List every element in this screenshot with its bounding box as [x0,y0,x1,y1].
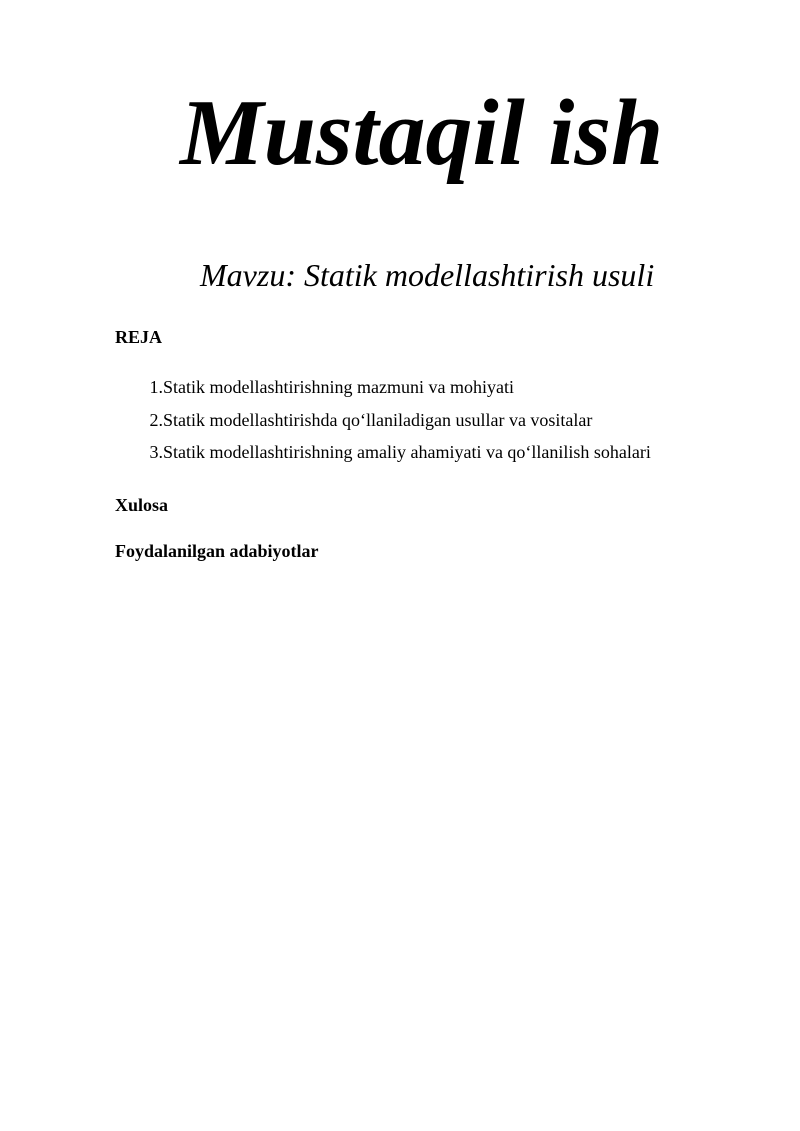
plan-heading: REJA [115,327,163,347]
plan-item-text: Statik modellashtirishning amaliy ahamiyati va qo‘llanilish sohalari [163,442,651,462]
plan-item [130,441,651,463]
document-subtitle: Mavzu: Statik modellashtirish usuli [200,257,655,293]
plan-item-number: 2. [149,409,163,430]
plan-list [130,376,651,474]
references-heading: Foydalanilgan adabiyotlar [115,541,319,561]
conclusion-heading: Xulosa [115,495,169,515]
plan-item-number: 3. [149,442,163,462]
document-title: Mustaqil ish [180,81,664,185]
plan-item-text: Statik modellashtirishda qo‘llaniladigan usullar va vositalar [163,409,593,430]
plan-item [130,376,651,398]
plan-item-number: 1. [149,377,163,397]
plan-item-text: Statik modellashtirishning mazmuni va mohiyati [163,377,514,397]
plan-item [130,409,651,431]
